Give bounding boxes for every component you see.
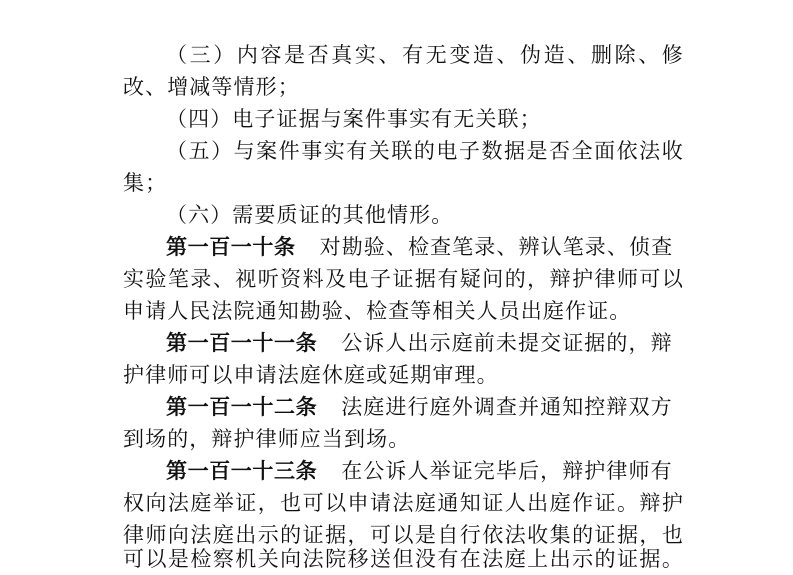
article-112-text-2: 到场的，辩护律师应当到场。 (123, 427, 411, 451)
article-113-heading: 第一百一十三条 (166, 459, 318, 483)
article-111-text-1: 公诉人出示庭前未提交证据的，辩 (341, 331, 673, 355)
clause-six-line (166, 199, 683, 231)
clause-five-line-1: （ 五 ） 与 案 件 事 实 有 关 联 的 电 子 数 据 是 否 全 面 依 法 收 (166, 139, 683, 163)
article-112-line-1 (166, 391, 683, 423)
article-113-line-4: 可 以 是 检 察 机 关 向 法 院 移 送 但 没 有 在 法 庭 上 出 示 的 证 据 。 (123, 547, 683, 571)
article-111-line-2 (123, 359, 683, 391)
clause-five-text-2: 集； (123, 171, 168, 195)
article-113-line-2: 权 向 法 庭 举 证 ， 也 可 以 申 请 法 庭 通 知 证 人 出 庭 作 证 。 辩 护 (123, 491, 683, 515)
clause-three-line-2 (123, 71, 683, 103)
article-110-text-3: 申请人民法院通知勘验、检查等相关人员出庭作证。 (123, 299, 632, 323)
article-110-line-1 (166, 231, 683, 263)
clause-five-line-2 (123, 167, 683, 199)
article-111-text-2: 护律师可以申请法庭休庭或延期审理。 (123, 363, 499, 387)
clause-three-line-1: （ 三 ） 内 容 是 否 真 实 、 有 无 变 造 、 伪 造 、 删 除 、 修 (166, 43, 683, 67)
clause-three-text-2: 改、增减等情形； (123, 75, 300, 99)
clause-six-text: （六）需要质证的其他情形。 (166, 203, 454, 227)
article-113-text-1: 在公诉人举证完毕后，辩护律师有 (341, 459, 673, 483)
article-111-heading: 第一百一十一条 (166, 331, 318, 355)
article-112-text-1: 法庭进行庭外调查并通知控辩双方 (341, 395, 673, 419)
article-112-line-2 (123, 423, 683, 455)
article-110-line-3 (123, 295, 683, 327)
clause-four-line (166, 103, 683, 135)
article-112-heading: 第一百一十二条 (166, 395, 318, 419)
article-113-line-3: 律 师 向 法 庭 出 示 的 证 据 ， 可 以 是 自 行 依 法 收 集 的 证 据 ， 也 (123, 523, 683, 547)
article-113-line-1 (166, 455, 683, 487)
article-110-heading: 第一百一十条 (166, 235, 296, 259)
article-111-line-1 (166, 327, 683, 359)
article-110-line-2: 实 验 笔 录 、 视 听 资 料 及 电 子 证 据 有 疑 问 的 ， 辩 护 律 师 可 以 (123, 267, 683, 291)
clause-four-text: （四）电子证据与案件事实有无关联； (166, 107, 542, 131)
article-110-text-1: 对勘验、检查笔录、辨认笔录、侦查 (319, 235, 674, 259)
